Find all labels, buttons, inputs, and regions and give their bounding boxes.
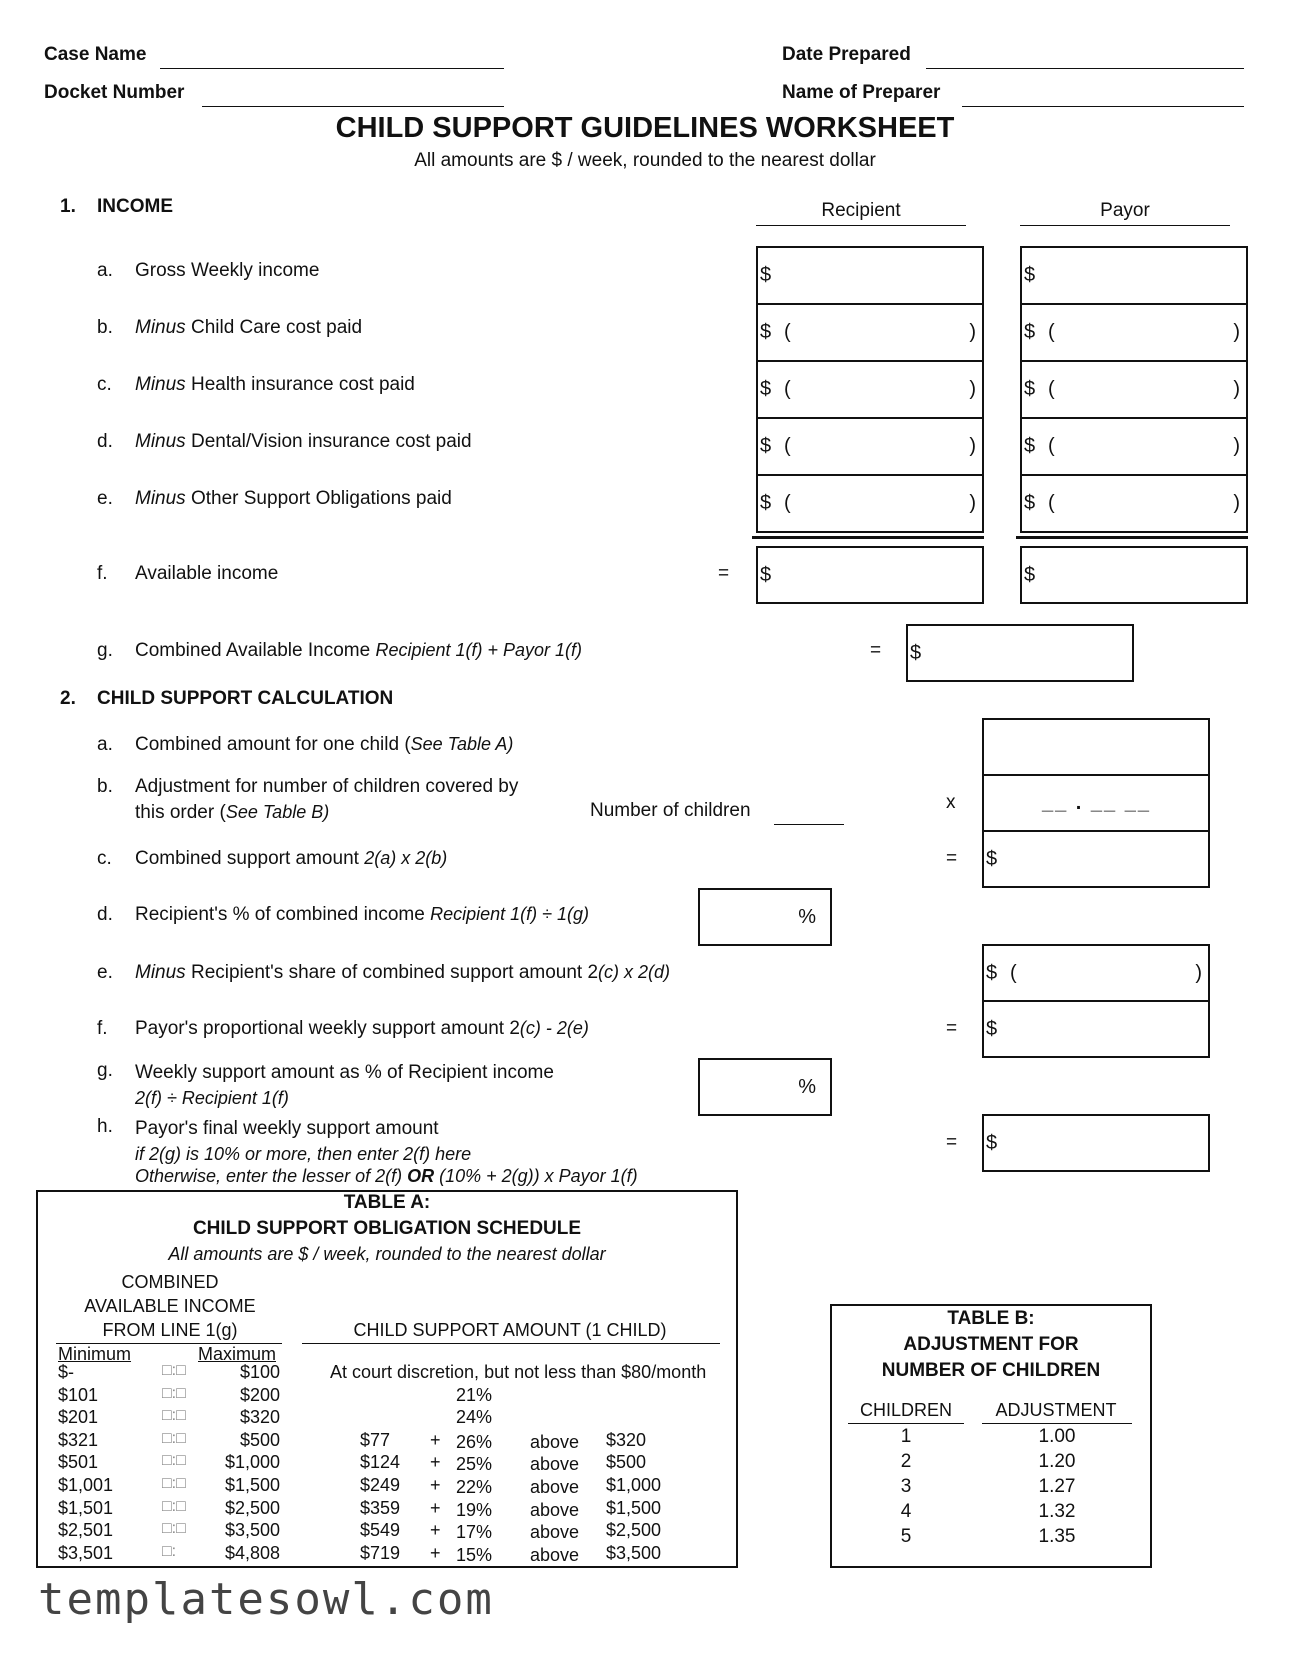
payor-row-c-field[interactable]	[1020, 360, 1248, 419]
row-2d-letter: d.	[97, 904, 113, 925]
number-of-children-field[interactable]	[774, 824, 844, 825]
table-b-adjustment: 1.35	[1038, 1526, 1076, 1547]
row-2h-equals: =	[946, 1132, 958, 1153]
table-a-base: $359	[360, 1497, 401, 1518]
page-title: CHILD SUPPORT GUIDELINES WORKSHEET	[335, 112, 955, 144]
name-of-preparer-label: Name of Preparer	[782, 82, 941, 103]
row-2g-note: 2(f) ÷ Recipient 1(f)	[135, 1088, 289, 1108]
case-name-field[interactable]	[160, 68, 504, 69]
table-a-plus: +	[430, 1475, 441, 1495]
payor-row-a-field[interactable]	[1020, 246, 1248, 305]
row-2a-letter: a.	[97, 734, 113, 755]
table-a-min: $1,001	[58, 1475, 114, 1495]
combined-amount-one-child-field[interactable]	[982, 718, 1210, 776]
percent-sign: %	[798, 906, 816, 928]
table-a-discretion-text: At court discretion, but not less than $80/month	[330, 1362, 707, 1382]
table-a-percent: 25%	[456, 1454, 493, 1475]
dollar-sign: $	[760, 264, 772, 286]
case-name-label: Case Name	[44, 44, 147, 65]
row-2f-equals: =	[946, 1018, 958, 1039]
table-a-percent: 21%	[456, 1384, 493, 1405]
dollar-sign: $	[910, 642, 922, 664]
table-a-threshold: $2,500	[606, 1520, 662, 1541]
close-paren: )	[1233, 378, 1240, 400]
table-a-title2: CHILD SUPPORT OBLIGATION SCHEDULE	[192, 1218, 582, 1239]
docket-number-field[interactable]	[202, 106, 504, 107]
table-a-percent: 26%	[456, 1431, 493, 1452]
section1-number: 1.	[60, 196, 76, 217]
row-f-label: Available income	[135, 563, 279, 584]
row-2g-letter: g.	[97, 1060, 113, 1081]
dollar-sign: $	[986, 962, 998, 984]
row-b-label: Minus Child Care cost paid	[135, 317, 363, 338]
close-paren: )	[1233, 321, 1240, 343]
table-a-plus: +	[430, 1542, 441, 1563]
recipient-available-income-field[interactable]	[756, 546, 984, 604]
table-a-base: $549	[360, 1520, 401, 1541]
table-a-subtitle: All amounts are $ / week, rounded to the nearest dollar	[168, 1244, 606, 1264]
table-a-max: $1,500	[224, 1475, 280, 1495]
table-b-adjustment: 1.00	[1038, 1426, 1076, 1447]
table-a-percent: 22%	[456, 1477, 493, 1497]
table-a-max: $3,500	[224, 1520, 280, 1541]
row-2b-label-line1: Adjustment for number of children covered by	[135, 776, 519, 797]
row-c-label: Minus Health insurance cost paid	[135, 374, 415, 395]
table-a-min: $201	[58, 1407, 99, 1428]
dollar-sign: $	[760, 492, 772, 514]
row-d-label: Minus Dental/Vision insurance cost paid	[135, 431, 472, 452]
date-prepared-label: Date Prepared	[782, 44, 911, 65]
row-a-letter: a.	[97, 260, 113, 281]
table-a-threshold: $3,500	[606, 1542, 662, 1563]
table-a-above: above	[530, 1499, 580, 1520]
table-a-col1-header-line1: COMBINED	[121, 1272, 219, 1292]
table-a-threshold: $1,500	[606, 1497, 662, 1518]
recipient-row-d-field[interactable]	[756, 417, 984, 476]
row-g-label: Combined Available Income Recipient 1(f) + Payor 1(f)	[135, 640, 583, 661]
row-2h-label: Payor's final weekly support amount	[135, 1118, 439, 1139]
dollar-sign: $	[1024, 435, 1036, 457]
table-a-plus: +	[430, 1452, 441, 1473]
table-b-title: TABLE B:	[947, 1308, 1035, 1329]
dollar-sign: $	[986, 848, 998, 870]
payor-header-rule	[1020, 225, 1230, 226]
dollar-sign: $	[1024, 321, 1036, 343]
adjustment-factor-field[interactable]	[982, 774, 1210, 832]
dollar-sign: $	[760, 321, 772, 343]
row-2d-label: Recipient's % of combined income Recipient 1(f) ÷ 1(g)	[135, 904, 590, 925]
table-a-min: $1,501	[58, 1497, 114, 1518]
recipient-row-c-field[interactable]	[756, 360, 984, 419]
table-b-title3: NUMBER OF CHILDREN	[881, 1360, 1101, 1381]
section2-number: 2.	[60, 688, 76, 709]
table-a-base: $719	[360, 1542, 401, 1563]
dollar-sign: $	[1024, 564, 1036, 586]
row-g-letter: g.	[97, 640, 113, 661]
table-b-children: 1	[900, 1426, 912, 1447]
table-a-percent: 17%	[456, 1522, 493, 1543]
table-a-col2-header: CHILD SUPPORT AMOUNT (1 CHILD)	[353, 1320, 667, 1340]
table-a-maximum-header: Maximum	[198, 1344, 277, 1364]
table-b-children-header: CHILDREN	[859, 1400, 952, 1420]
row-2f-label: Payor's proportional weekly support amount 2(c) - 2(e)	[135, 1018, 589, 1039]
table-b-children: 2	[900, 1451, 912, 1472]
row-b-letter: b.	[97, 317, 113, 338]
table-b-adjustment: 1.27	[1038, 1476, 1076, 1497]
table-a-separator: □:□	[162, 1452, 186, 1470]
table-b-children: 5	[900, 1526, 912, 1547]
recipient-row-e-field[interactable]	[756, 474, 984, 533]
payor-row-b-field[interactable]	[1020, 303, 1248, 362]
table-a-max: $2,500	[224, 1497, 280, 1518]
dollar-sign: $	[760, 378, 772, 400]
section2-heading: CHILD SUPPORT CALCULATION	[97, 688, 394, 709]
table-a-base: $77	[360, 1429, 391, 1450]
docket-number-label: Docket Number	[44, 82, 185, 103]
payor-proportional-amount-field[interactable]	[982, 1000, 1210, 1058]
open-paren: (	[1048, 492, 1055, 514]
table-a-separator: □:□	[162, 1429, 186, 1447]
recipient-row-a-field[interactable]	[756, 246, 984, 305]
table-b-children-rule	[848, 1423, 964, 1424]
table-a-col1-header-line3: FROM LINE 1(g)	[102, 1320, 238, 1340]
table-a-above: above	[530, 1454, 580, 1475]
row-a-label: Gross Weekly income	[135, 260, 320, 281]
table-b-adjustment-rule	[982, 1423, 1132, 1424]
percent-sign: %	[798, 1076, 816, 1098]
table-a-max: $1,000	[224, 1452, 280, 1473]
row-2b-letter: b.	[97, 776, 113, 797]
payor-column-header: Payor	[1100, 200, 1150, 221]
row-g-equals: =	[870, 640, 882, 661]
row-2g-label: Weekly support amount as % of Recipient income	[135, 1062, 554, 1083]
payor-available-income-field[interactable]	[1020, 546, 1248, 604]
payor-row-e-field[interactable]	[1020, 474, 1248, 533]
open-paren: (	[784, 321, 791, 343]
table-a-min: $321	[58, 1429, 99, 1450]
dollar-sign: $	[1024, 492, 1036, 514]
table-b-children: 4	[900, 1501, 912, 1522]
row-2c-letter: c.	[97, 848, 112, 869]
row-e-label: Minus Other Support Obligations paid	[135, 488, 452, 509]
combined-available-income-field[interactable]	[906, 624, 1134, 682]
open-paren: (	[1048, 378, 1055, 400]
table-a-separator: □:	[162, 1542, 177, 1560]
table-a-title: TABLE A:	[343, 1192, 431, 1213]
open-paren: (	[784, 378, 791, 400]
table-a-above: above	[530, 1477, 580, 1497]
open-paren: (	[1010, 962, 1017, 984]
combined-support-amount-field[interactable]	[982, 830, 1210, 888]
close-paren: )	[969, 435, 976, 457]
table-a-separator: □:□	[162, 1362, 186, 1379]
table-a-min: $2,501	[58, 1520, 114, 1541]
section1-heading: INCOME	[97, 196, 173, 217]
row-2f-letter: f.	[97, 1018, 108, 1039]
dollar-sign: $	[760, 435, 772, 457]
payor-final-amount-field[interactable]	[982, 1114, 1210, 1172]
row-2h-letter: h.	[97, 1116, 113, 1137]
table-b-children: 3	[900, 1476, 912, 1497]
open-paren: (	[784, 435, 791, 457]
payor-total-rule	[1016, 536, 1248, 539]
table-a-col1-header-line2: AVAILABLE INCOME	[84, 1296, 256, 1316]
recipient-total-rule	[752, 536, 984, 539]
table-a-minimum-header: Minimum	[58, 1344, 132, 1364]
row-2e-letter: e.	[97, 962, 113, 983]
row-2c-label: Combined support amount 2(a) x 2(b)	[135, 848, 448, 869]
table-a-min: $501	[58, 1452, 99, 1473]
times-sign: x	[946, 792, 956, 813]
table-a-max: $200	[239, 1384, 280, 1405]
table-a-threshold: $320	[606, 1429, 647, 1450]
table-a-plus: +	[430, 1429, 441, 1450]
table-a-max: $320	[239, 1407, 280, 1428]
open-paren: (	[1048, 321, 1055, 343]
table-a-max: $4,808	[224, 1542, 280, 1563]
row-2c-equals: =	[946, 848, 958, 869]
table-b-adjustment: 1.32	[1038, 1501, 1076, 1522]
table-a-above: above	[530, 1431, 580, 1452]
table-a-percent: 15%	[456, 1544, 493, 1565]
table-a-min: $3,501	[58, 1542, 114, 1563]
open-paren: (	[1048, 435, 1055, 457]
name-of-preparer-field[interactable]	[962, 106, 1244, 107]
recipient-row-b-field[interactable]	[756, 303, 984, 362]
dollar-sign: $	[1024, 378, 1036, 400]
dollar-sign: $	[986, 1018, 998, 1040]
table-a-separator: □:□	[162, 1475, 186, 1492]
dollar-sign: $	[986, 1132, 998, 1154]
close-paren: )	[1195, 962, 1202, 984]
support-percent-field[interactable]	[698, 1058, 832, 1116]
table-a-separator: □:□	[162, 1497, 186, 1515]
table-a-percent: 24%	[456, 1407, 493, 1428]
payor-row-d-field[interactable]	[1020, 417, 1248, 476]
table-a-above: above	[530, 1544, 580, 1565]
recipient-header-rule	[756, 225, 966, 226]
date-prepared-field[interactable]	[926, 68, 1244, 69]
table-b-title2: ADJUSTMENT FOR	[903, 1334, 1079, 1355]
table-a-plus: +	[430, 1520, 441, 1541]
table-a-plus: +	[430, 1497, 441, 1518]
table-a-max: $500	[239, 1429, 280, 1450]
table-a-base: $249	[360, 1475, 401, 1495]
table-a-min: $-	[58, 1362, 75, 1382]
row-2b-label-line2: this order (See Table B)	[135, 802, 330, 823]
decimal-placeholder: __ . __ __	[1042, 792, 1151, 814]
watermark: templatesowl.com	[38, 1574, 494, 1625]
row-d-letter: d.	[97, 431, 113, 452]
close-paren: )	[969, 321, 976, 343]
close-paren: )	[969, 378, 976, 400]
table-b-adjustment-header: ADJUSTMENT	[995, 1400, 1117, 1420]
table-a-percent: 19%	[456, 1499, 493, 1520]
number-of-children-label: Number of children	[590, 800, 751, 821]
table-a-separator: □:□	[162, 1407, 186, 1425]
table-b-adjustment: 1.20	[1038, 1451, 1076, 1472]
open-paren: (	[784, 492, 791, 514]
table-a-base: $124	[360, 1452, 401, 1473]
table-a-min: $101	[58, 1384, 99, 1405]
row-c-letter: c.	[97, 374, 112, 395]
dollar-sign: $	[760, 564, 772, 586]
row-2h-note1: if 2(g) is 10% or more, then enter 2(f) here	[135, 1144, 472, 1164]
row-f-letter: f.	[97, 563, 108, 584]
close-paren: )	[1233, 435, 1240, 457]
close-paren: )	[969, 492, 976, 514]
page-subtitle: All amounts are $ / week, rounded to the nearest dollar	[414, 150, 876, 171]
table-a-col2-rule	[302, 1343, 720, 1344]
row-2e-label: Minus Recipient's share of combined support amount 2(c) x 2(d)	[135, 962, 671, 983]
close-paren: )	[1233, 492, 1240, 514]
table-a-separator: □:□	[162, 1384, 186, 1402]
row-2a-label: Combined amount for one child (See Table A)	[135, 734, 514, 755]
row-e-letter: e.	[97, 488, 113, 509]
dollar-sign: $	[1024, 264, 1036, 286]
recipient-share-field[interactable]	[982, 944, 1210, 1002]
table-a-separator: □:□	[162, 1520, 186, 1538]
table-a-above: above	[530, 1522, 580, 1543]
row-2h-note2: Otherwise, enter the lesser of 2(f) OR (10% + 2(g)) x Payor 1(f)	[135, 1166, 638, 1186]
table-a-threshold: $1,000	[606, 1475, 662, 1495]
recipient-column-header: Recipient	[821, 200, 901, 221]
table-a-max: $100	[239, 1362, 280, 1382]
table-a-threshold: $500	[606, 1452, 647, 1473]
row-f-equals: =	[718, 563, 730, 584]
recipient-percent-field[interactable]	[698, 888, 832, 946]
